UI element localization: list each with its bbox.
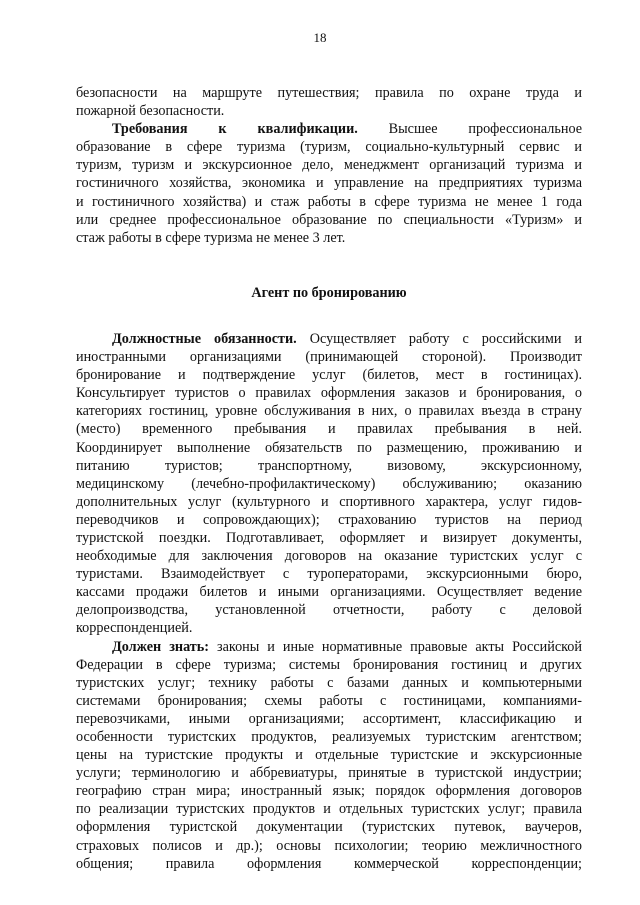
text-line: делопроизводства, установленной отчетности, работу с деловой: [76, 602, 582, 619]
text-line: [76, 120, 582, 138]
text-line: гостиничного хозяйства, экономика и управление на предприятиях туризма: [76, 175, 582, 192]
text-line: туристских услуг; технику работы с базами данных и компьютерными: [76, 674, 582, 691]
text-line: кассами продажи билетов и иными организациями. Осуществляет ведение: [76, 584, 582, 601]
safety-paragraph: [76, 84, 582, 120]
text-line: оформления туристской документации (туристских путевок, ваучеров,: [76, 819, 582, 836]
knowledge-text: законы и иные нормативные правовые акты Российской: [209, 638, 582, 655]
text-line: и гостиничного хозяйства) и стаж работы в сфере туризма не менее 1 года: [76, 193, 582, 210]
text-line: туристами. Взаимодействует с туроператорами, экскурсионными бюро,: [76, 566, 582, 583]
duties-paragraph: [76, 330, 582, 638]
text-line: туризм, туризм и экскурсионное дело, менеджмент организаций туризма и: [76, 157, 582, 174]
text-line: дополнительных услуг (культурного и спортивного характера, услуг гидов-: [76, 493, 582, 510]
text-line: географию стран мира; иностранный язык; порядок оформления договоров: [76, 783, 582, 800]
text-line: цены на туристские продукты и отдельные туристские и экскурсионные: [76, 747, 582, 764]
text-line: или среднее профессиональное образование по специальности «Туризм» и: [76, 211, 582, 228]
text-line: необходимые для заключения договоров на оказание туристских услуг с: [76, 548, 582, 565]
text-line: [76, 330, 582, 348]
text-line: туристской поездки. Подготавливает, оформляет и визирует документы,: [76, 529, 582, 546]
qualification-paragraph: [76, 120, 582, 247]
text-line: питанию туристов; транспортному, визовому, экскурсионному,: [76, 457, 582, 474]
text-line: страховых полисов и др.); основы психологии; теорию межличностного: [76, 837, 582, 854]
text-line: бронирование и подтверждение услуг (билетов, мест в гостиницах).: [76, 367, 582, 384]
text-line: категориях гостиниц, уровне обслуживания в них, о правилах въезда в страну: [76, 403, 582, 420]
text-line: иностранными организациями (принимающей стороной). Производит: [76, 349, 582, 366]
text-line: системами бронирования; схемы работы с гостиницами, компаниями-: [76, 692, 582, 709]
qualification-text: Высшее профессиональное: [357, 121, 582, 138]
text-line: пожарной безопасности.: [76, 103, 225, 120]
text-line: услуги; терминологию и аббревиатуры, принятые в туристской индустрии;: [76, 765, 582, 782]
text-line: по реализации туристских продуктов и отдельных туристских услуг; правила: [76, 801, 582, 818]
text-line: перевозчиками, иными организациями; ассортимент, классификацию и: [76, 710, 582, 727]
text-line: стаж работы в сфере туризма не менее 3 лет.: [76, 229, 346, 246]
text-line: [76, 638, 582, 656]
text-line: особенности туристских продуктов, реализуемых туристским агентством;: [76, 729, 582, 745]
duties-lead: Должностные обязанности.: [112, 330, 297, 347]
text-line: переводчиков и сопровождающих); страхованию туристов на период: [76, 511, 582, 528]
qualification-lead: Требования к квалификации.: [112, 121, 358, 138]
knowledge-paragraph: [76, 638, 582, 873]
text-line: Федерации в сфере туризма; системы бронирования гостиниц и других: [76, 656, 582, 673]
text-line: (место) временного пребывания и правилах пребывания в ней.: [76, 421, 582, 438]
text-line: медицинскому (лечебно-профилактическому) обслуживанию; оказанию: [76, 475, 582, 492]
page-number: 18: [313, 30, 327, 45]
text-line: образование в сфере туризма (туризм, социально-культурный сервис и: [76, 139, 582, 156]
text-line: общения; правила оформления коммерческой корреспонденции;: [76, 855, 582, 872]
knowledge-lead: Должен знать:: [112, 638, 209, 655]
section-title: Агент по бронированию: [251, 284, 407, 301]
text-line: корреспонденцией.: [76, 620, 193, 637]
text-line: Координирует выполнение обязательств по размещению, проживанию и: [76, 439, 582, 456]
text-line: безопасности на маршруте путешествия; правила по охране труда и: [76, 85, 582, 101]
text-line: Консультирует туристов о правилах оформления заказов и бронирования, о: [76, 385, 582, 402]
document-body: [76, 84, 582, 873]
duties-text: Осуществляет работу с российскими и: [296, 330, 582, 347]
